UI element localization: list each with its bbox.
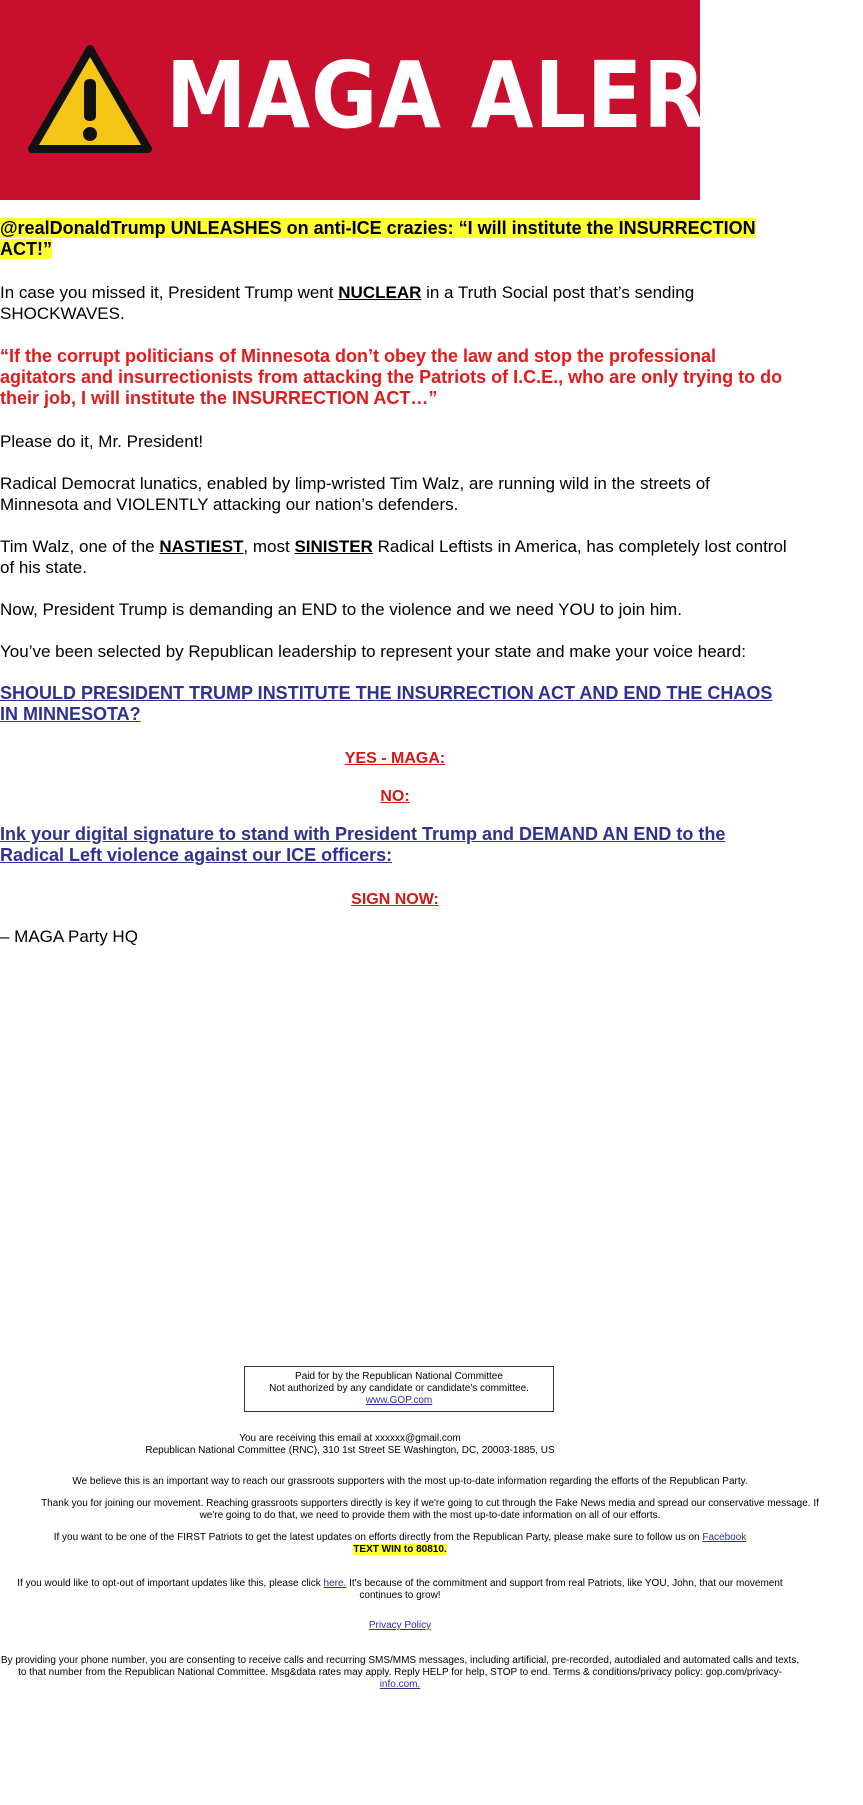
headline: @realDonaldTrump UNLEASHES on anti-ICE crazies: “I will institute the INSURRECTION ACT!” (0, 218, 756, 259)
sign-now-link[interactable]: SIGN NOW: (351, 891, 439, 908)
consent-notice: By providing your phone number, you are consenting to receive calls and recurring SMS/MMS messages, including artificial, pre-recorded, autodialed and automated calls and texts, to that number from the Republican National Committee. Msg&data rates may apply. Reply HELP for help, STOP to end. Terms & conditions/privacy policy: gop.com/privacy- info.com. (0, 1655, 800, 1690)
banner-title: MAGA ALERT !! (166, 42, 863, 149)
text-win-callout: TEXT WIN to 80810. (353, 1544, 447, 1555)
header-banner (0, 0, 863, 200)
optout-notice: If you would like to opt-out of important updates like this, please click here. It's because of the commitment and support from real Patriots, like YOU, John, that our movement continues to grow! (17, 1578, 783, 1601)
trump-quote: “If the corrupt politicians of Minnesota don’t obey the law and stop the professional agitators and insurrectionists from attacking the Patriots of I.C.E., who are only trying to do their job, I will institute the INSURRECTION ACT…” (0, 346, 783, 408)
nuclear-emphasis: NUCLEAR (338, 283, 422, 302)
warning-icon (26, 43, 154, 157)
gop-link[interactable]: www.GOP.com (365, 1395, 433, 1406)
plea-paragraph: Please do it, Mr. President! (0, 432, 204, 451)
nastiest-emphasis: NASTIEST (159, 537, 244, 556)
intro-paragraph: In case you missed it, President Trump went NUCLEAR in a Truth Social post that’s sending SHOCKWAVES. (0, 283, 695, 323)
no-link[interactable]: NO: (380, 788, 410, 805)
paid-for-box (244, 1366, 554, 1412)
follow-notice: If you want to be one of the FIRST Patriots to get the latest updates on efforts directly from the Republican Party, please make sure to follow us on Facebook TEXT WIN to 80810. (53, 1532, 747, 1555)
radical-paragraph: Radical Democrat lunatics, enabled by limp-wristed Tim Walz, are running wild in the streets of Minnesota and VIOLENTLY attacking our nation’s defenders. (0, 474, 710, 514)
believe-notice: We believe this is an important way to reach our grassroots supporters with the most up-to-date information regarding the efforts of the Republican Party. (72, 1476, 748, 1487)
walz-paragraph: Tim Walz, one of the NASTIEST, most SINISTER Radical Leftists in America, has completely lost control of his state. (0, 537, 787, 577)
receiving-notice: You are receiving this email at xxxxxx@gmail.com Republican National Committee (RNC), 310 1st Street SE Washington, DC, 20003-1885, US (145, 1433, 555, 1456)
paid-for-line: Paid for by the Republican National Committee (295, 1371, 503, 1382)
not-authorized-line: Not authorized by any candidate or candidate's committee. (269, 1383, 529, 1394)
yes-maga-link[interactable]: YES - MAGA: (344, 750, 446, 767)
sinister-emphasis: SINISTER (294, 537, 373, 556)
thanks-notice: Thank you for joining our movement. Reaching grassroots supporters directly is key if we're going to cut through the Fake News media and spread our conservative message. If we're going to do that, we need to provide them with the most up-to-date information on all of our efforts. (41, 1498, 819, 1521)
privacy-row (0, 1620, 800, 1632)
demand-paragraph: Now, President Trump is demanding an END to the violence and we need YOU to join him. (0, 600, 682, 619)
selected-paragraph: You’ve been selected by Republican leadership to represent your state and make your voice heard: (0, 642, 746, 661)
facebook-link[interactable]: Facebook (702, 1532, 747, 1543)
optout-link[interactable]: here. (323, 1578, 347, 1589)
question-link[interactable]: SHOULD PRESIDENT TRUMP INSTITUTE THE INSURRECTION ACT AND END THE CHAOS IN MINNESOTA? (0, 683, 773, 724)
privacy-policy-link[interactable]: Privacy Policy (368, 1620, 432, 1631)
privacy-info-link[interactable]: info.com. (379, 1679, 421, 1690)
email-body (0, 218, 787, 947)
signoff: – MAGA Party HQ (0, 927, 138, 946)
petition-link[interactable]: Ink your digital signature to stand with President Trump and DEMAND AN END to the Radical Left violence against our ICE officers: (0, 824, 726, 865)
